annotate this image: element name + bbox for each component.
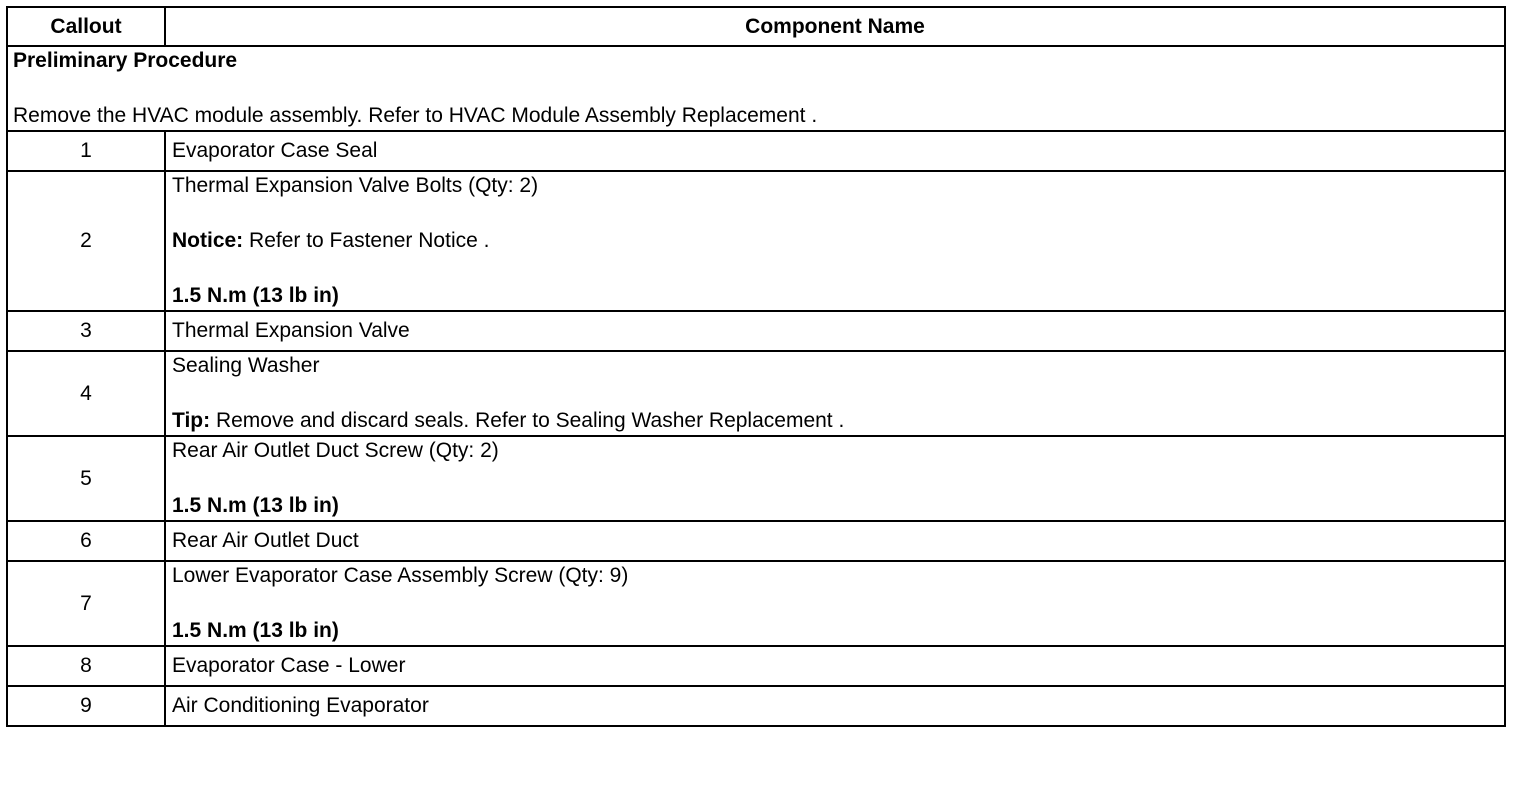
spacer xyxy=(172,465,1498,492)
table-row xyxy=(7,171,1505,311)
preliminary-row xyxy=(7,46,1505,131)
callout-cell: 3 xyxy=(7,311,165,351)
torque-spec: 1.5 N.m (13 lb in) xyxy=(172,284,339,307)
component-name: Rear Air Outlet Duct Screw (Qty: 2) xyxy=(172,439,499,462)
callout-cell: 2 xyxy=(7,171,165,311)
component-name: Sealing Washer xyxy=(172,354,320,377)
component-cell xyxy=(165,171,1505,311)
components-table xyxy=(6,6,1506,727)
component-name: Air Conditioning Evaporator xyxy=(165,686,1505,726)
note-line xyxy=(172,227,1498,255)
header-component-name: Component Name xyxy=(165,7,1505,46)
component-cell xyxy=(165,351,1505,436)
header-callout: Callout xyxy=(7,7,165,46)
preliminary-title: Preliminary Procedure xyxy=(13,49,238,72)
preliminary-cell xyxy=(7,46,1505,131)
table-row xyxy=(7,521,1505,561)
callout-cell: 9 xyxy=(7,686,165,726)
table-row xyxy=(7,436,1505,521)
table-row xyxy=(7,686,1505,726)
preliminary-text: Remove the HVAC module assembly. Refer to HVAC Module Assembly Replacement . xyxy=(13,104,818,127)
component-name: Thermal Expansion Valve xyxy=(165,311,1505,351)
table-row xyxy=(7,131,1505,171)
callout-cell: 8 xyxy=(7,646,165,686)
callout-cell: 1 xyxy=(7,131,165,171)
spacer xyxy=(172,380,1498,407)
torque-spec: 1.5 N.m (13 lb in) xyxy=(172,619,339,642)
spacer xyxy=(13,75,1499,102)
callout-cell: 4 xyxy=(7,351,165,436)
note-label: Tip: xyxy=(172,409,211,432)
note-text: Remove and discard seals. Refer to Sealing Washer Replacement . xyxy=(210,409,845,432)
table-row xyxy=(7,646,1505,686)
note-label: Notice: xyxy=(172,229,244,252)
component-name: Lower Evaporator Case Assembly Screw (Qty: 9) xyxy=(172,564,629,587)
table-row xyxy=(7,561,1505,646)
component-name: Thermal Expansion Valve Bolts (Qty: 2) xyxy=(172,174,539,197)
spacer xyxy=(172,255,1498,282)
header-row xyxy=(7,7,1505,46)
component-name: Evaporator Case Seal xyxy=(165,131,1505,171)
callout-cell: 7 xyxy=(7,561,165,646)
torque-spec: 1.5 N.m (13 lb in) xyxy=(172,494,339,517)
note-text: Refer to Fastener Notice . xyxy=(243,229,490,252)
table-row xyxy=(7,351,1505,436)
spacer xyxy=(172,590,1498,617)
component-cell xyxy=(165,436,1505,521)
spacer xyxy=(172,200,1498,227)
component-name: Rear Air Outlet Duct xyxy=(165,521,1505,561)
component-name: Evaporator Case - Lower xyxy=(165,646,1505,686)
callout-cell: 5 xyxy=(7,436,165,521)
table-row xyxy=(7,311,1505,351)
callout-cell: 6 xyxy=(7,521,165,561)
note-line xyxy=(172,407,1498,435)
component-cell xyxy=(165,561,1505,646)
